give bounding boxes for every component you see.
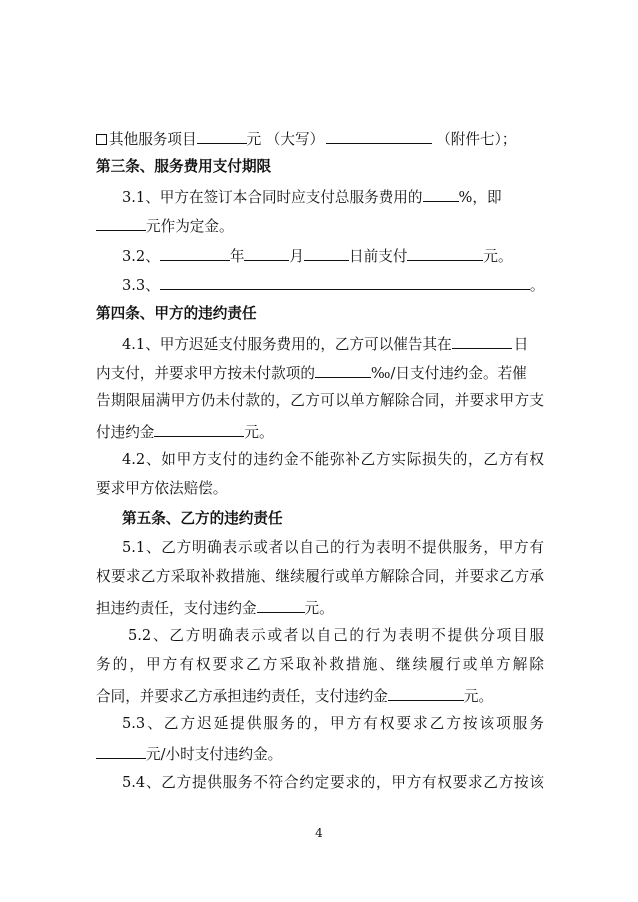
blank-amount[interactable] <box>197 128 247 144</box>
clause-4-1-cont-3: 付违约金 元。 <box>96 421 544 443</box>
line-other-services: 其他服务项目 元 （大写） （附件七）； <box>96 128 544 150</box>
clause-5-3: 5.3、乙方迟延提供服务的，甲方有权要求乙方按该项服务 <box>122 715 544 732</box>
clause-5-1-cont-2: 担违约责任，支付违约金 元。 <box>96 597 544 619</box>
blank-year[interactable] <box>160 245 230 261</box>
section-heading-5: 第五条、乙方的违约责任 <box>122 510 283 527</box>
blank-hourly-penalty[interactable] <box>96 743 146 759</box>
blank-percent[interactable] <box>423 186 459 202</box>
clause-5-4: 5.4、乙方提供服务不符合约定要求的，甲方有权要求乙方按该 <box>122 774 544 791</box>
blank-amount-capital[interactable] <box>326 128 432 144</box>
blank-penalty-5-2[interactable] <box>388 685 464 701</box>
clause-3-1-cont: 元作为定金。 <box>96 215 544 237</box>
section-heading-3: 第三条、服务费用支付期限 <box>96 158 272 175</box>
clause-5-3-cont: 元/小时支付违约金。 <box>96 743 544 765</box>
clause-5-2: 5.2、乙方明确表示或者以自己的行为表明不提供分项目服 <box>128 627 544 644</box>
blank-day[interactable] <box>304 245 349 261</box>
clause-4-1-cont-1: 内支付，并要求甲方按未付款项的 ‰/日支付违约金。若催 <box>96 362 544 384</box>
clause-4-2-cont: 要求甲方依法赔偿。 <box>96 480 228 497</box>
blank-other-terms[interactable] <box>160 274 530 290</box>
clause-5-1: 5.1、乙方明确表示或者以自己的行为表明不提供服务，甲方有 <box>122 539 544 556</box>
clause-3-3: 3.3、 。 <box>122 274 544 296</box>
clause-4-2: 4.2、如甲方支付的违约金不能弥补乙方实际损失的，乙方有权 <box>122 451 544 468</box>
clause-3-2: 3.2、 年 月 日前支付 元。 <box>122 245 544 267</box>
page-number: 4 <box>315 826 323 840</box>
section-heading-4: 第四条、甲方的违约责任 <box>96 305 257 322</box>
checkbox-other-services[interactable] <box>96 134 107 145</box>
blank-penalty[interactable] <box>154 421 244 437</box>
blank-month[interactable] <box>244 245 289 261</box>
blank-deposit[interactable] <box>96 215 146 231</box>
blank-penalty-5-1[interactable] <box>257 597 305 613</box>
clause-5-2-cont-2: 合同，并要求乙方承担违约责任，支付违约金 元。 <box>96 685 544 707</box>
blank-payment[interactable] <box>407 245 483 261</box>
clause-5-1-cont-1: 权要求乙方采取补救措施、继续履行或单方解除合同，并要求乙方承 <box>96 568 544 585</box>
blank-days[interactable] <box>452 333 512 349</box>
clause-4-1: 4.1、甲方迟延支付服务费用的，乙方可以催告其在 日 <box>122 333 544 355</box>
clause-4-1-cont-2: 告期限届满甲方仍未付款的，乙方可以单方解除合同，并要求甲方支 <box>96 392 544 409</box>
blank-permille[interactable] <box>315 362 371 378</box>
clause-5-2-cont-1: 务的，甲方有权要求乙方采取补救措施、继续履行或单方解除 <box>96 656 544 673</box>
clause-3-1: 3.1、甲方在签订本合同时应支付总服务费用的 %，即 <box>122 186 544 208</box>
